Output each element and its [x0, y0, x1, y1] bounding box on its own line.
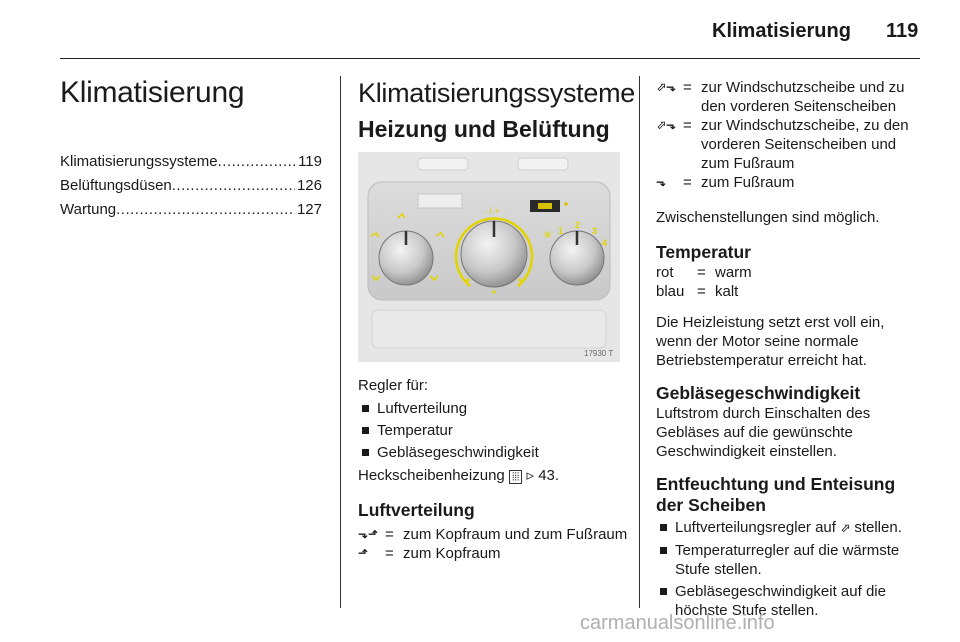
right-column: [656, 78, 922, 623]
definition-row: ⬀⬎ = zur Windschutzscheibe, zu den vorderen Seitenscheiben und zum Fußraum: [656, 117, 909, 172]
windshield-icon: ⬀⬎: [656, 80, 677, 94]
reference-arrow-icon: ▹: [526, 467, 535, 484]
definition-row: ⬎ = zum Fußraum: [656, 174, 795, 191]
head-icon: ⬏: [358, 546, 369, 560]
subsection-heading: Heizung und Belüftung: [358, 116, 610, 142]
list-item: Luftverteilungsregler auf ⬀ stellen.: [660, 518, 922, 538]
list-item: Temperatur: [362, 421, 628, 440]
toc-entry[interactable]: Belüftungsdüsen ..... 126: [60, 176, 322, 195]
image-code: 17930 T: [584, 349, 614, 358]
list-item: Temperaturregler auf die wärmste Stufe stellen.: [660, 541, 922, 579]
running-header-title: Klimatisierung: [712, 20, 851, 42]
geblaese-text: Luftstrom durch Einschalten des Gebläses auf die gewünschte Geschwindigkeit einstellen.: [656, 405, 871, 460]
rear-window-heating-icon: ⦙⦙⦙: [509, 470, 522, 484]
zwischen-text: Zwischenstellungen sind möglich.: [656, 209, 880, 226]
defrost-list: [656, 518, 922, 620]
list-item: Luftverteilung: [362, 399, 628, 418]
fan-level-label: 1: [558, 226, 564, 236]
fan-level-label: 3: [592, 226, 598, 236]
fan-level-label: 2: [575, 220, 581, 230]
left-column: [60, 76, 328, 224]
section-heading: Klimatisierungssysteme: [358, 78, 635, 108]
luftverteilung-heading: Luftverteilung: [358, 500, 475, 520]
toc-entry[interactable]: Wartung ..... 127: [60, 200, 322, 219]
definition-row: rot = warm: [656, 264, 752, 281]
page-reference-link[interactable]: 43.: [538, 467, 560, 484]
windshield-icon: ⬀: [840, 521, 851, 535]
temperatur-heading: Temperatur: [656, 242, 751, 262]
regler-intro: Regler für:: [358, 377, 429, 394]
fan-level-label: 4: [602, 238, 608, 248]
geblaese-heading: Gebläsegeschwindigkeit: [656, 383, 861, 403]
watermark: carmanualsonline.info: [580, 612, 775, 634]
rear-heating-reference: Heckscheibenheizung ⦙⦙⦙ ▹ 43.: [358, 467, 560, 484]
chapter-heading: Klimatisierung: [60, 76, 245, 109]
table-of-contents: [60, 152, 328, 219]
head-foot-icon: ⬎⬏: [358, 527, 379, 541]
svg-text:- ǀ +: - ǀ +: [484, 206, 500, 216]
svg-text:✻: ✻: [544, 230, 552, 240]
entfeuchtung-heading: Entfeuchtung und Enteisung der Scheiben: [656, 474, 896, 515]
toc-entry[interactable]: Klimatisierungssysteme ..... 119: [60, 152, 322, 171]
windshield-foot-icon: ⬀⬎: [656, 118, 677, 132]
climate-control-panel-image: [358, 152, 620, 362]
foot-icon: ⬎: [656, 175, 667, 189]
regler-list: [358, 399, 628, 462]
temperatur-text: Die Heizleistung setzt erst voll ein, wenn der Motor seine normale Betriebstemperatur erreicht hat.: [656, 314, 885, 369]
page-number: 119: [886, 20, 919, 42]
header-rule: [60, 58, 920, 59]
definition-row: ⬏ = zum Kopfraum: [358, 545, 501, 562]
definition-row: ⬀⬎ = zur Windschutzscheibe und zu den vorderen Seitenscheiben: [656, 79, 905, 115]
column-divider-left: [340, 76, 341, 608]
definition-row: blau = kalt: [656, 283, 739, 300]
middle-column: [358, 76, 635, 563]
definition-row: ⬎⬏ = zum Kopfraum und zum Fußraum: [358, 526, 628, 543]
list-item: Gebläsegeschwindigkeit auf die höchste Stufe stellen.: [660, 582, 922, 620]
list-item: Gebläsegeschwindigkeit: [362, 443, 628, 462]
column-divider-right: [639, 76, 640, 608]
